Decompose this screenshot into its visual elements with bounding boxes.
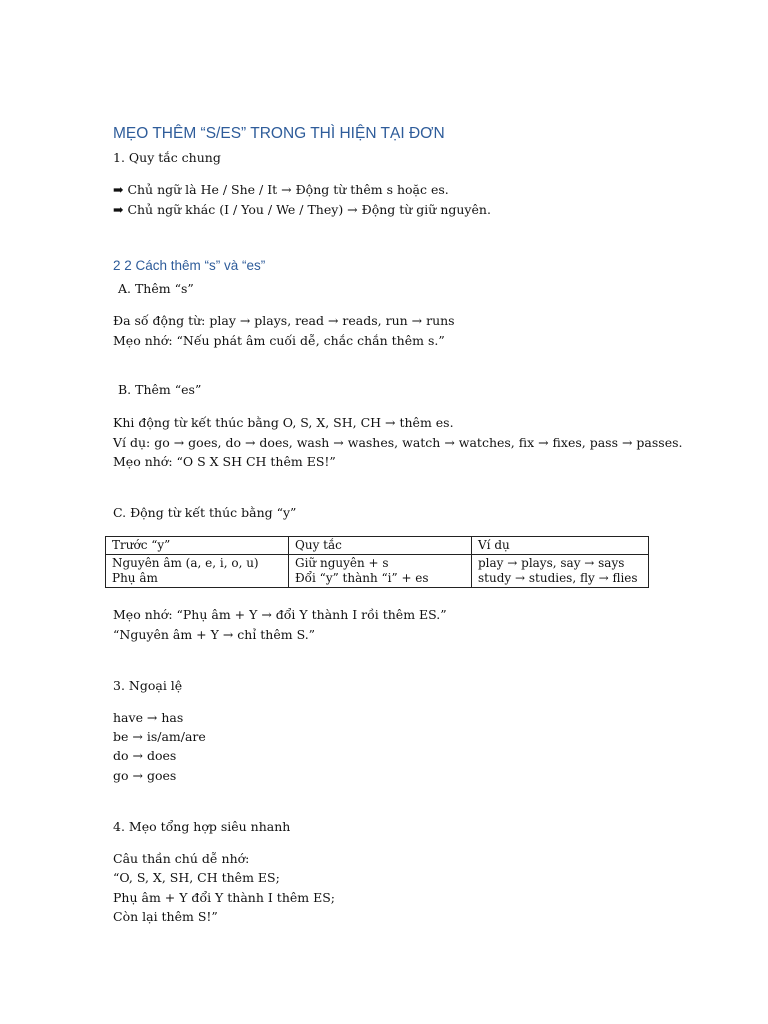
cell-text: Phụ âm — [112, 571, 158, 585]
cell-text: Giữ nguyên + s — [295, 556, 389, 570]
page-title: MẸO THÊM “S/ES” TRONG THÌ HIỆN TẠI ĐƠN — [113, 125, 445, 142]
subsection-b-label: B. Thêm “es” — [118, 382, 202, 397]
cell-text: play → plays, say → says — [478, 556, 625, 570]
mnemonic-intro: Câu thần chú dễ nhớ: — [113, 851, 250, 866]
cell-text: study → studies, fly → flies — [478, 571, 638, 585]
subsection-c-line-2: “Nguyên âm + Y → chỉ thêm S.” — [113, 627, 316, 642]
subsection-b-line-2: Ví dụ: go → goes, do → does, wash → washes, watch → watches, fix → fixes, pass → passes. — [113, 435, 683, 450]
table-cell — [472, 555, 649, 588]
table-header-cell: Ví dụ — [472, 537, 649, 555]
exception-item: do → does — [113, 748, 177, 763]
subsection-b-line-1: Khi động từ kết thúc bằng O, S, X, SH, CH → thêm es. — [113, 415, 454, 430]
rule-line-2: ➡ Chủ ngữ khác (I / You / We / They) → Động từ giữ nguyên. — [113, 202, 491, 217]
table-cell — [289, 555, 472, 588]
section-4-heading: 4. Mẹo tổng hợp siêu nhanh — [113, 819, 291, 834]
table-header-cell: Trước “y” — [106, 537, 289, 555]
table-row — [106, 555, 649, 588]
section-2-heading: 2 2 Cách thêm “s” và “es” — [113, 258, 266, 273]
subsection-a-label: A. Thêm “s” — [118, 281, 194, 296]
subsection-a-line-1: Đa số động từ: play → plays, read → reads, run → runs — [113, 313, 455, 328]
table-header-cell: Quy tắc — [289, 537, 472, 555]
subsection-a-line-2: Mẹo nhớ: “Nếu phát âm cuối dễ, chắc chắn thêm s.” — [113, 333, 445, 348]
cell-text: Đổi “y” thành “i” + es — [295, 571, 429, 585]
exception-item: have → has — [113, 710, 184, 725]
exception-item: be → is/am/are — [113, 729, 206, 744]
table-header-row — [106, 537, 649, 555]
rule-line-1: ➡ Chủ ngữ là He / She / It → Động từ thêm s hoặc es. — [113, 182, 449, 197]
cell-text: Nguyên âm (a, e, i, o, u) — [112, 556, 259, 570]
mnemonic-line: “O, S, X, SH, CH thêm ES; — [113, 870, 280, 885]
section-3-heading: 3. Ngoại lệ — [113, 678, 183, 693]
subsection-c-label: C. Động từ kết thúc bằng “y” — [113, 505, 297, 520]
mnemonic-line: Phụ âm + Y đổi Y thành I thêm ES; — [113, 890, 335, 905]
exception-item: go → goes — [113, 768, 177, 783]
subsection-c-line-1: Mẹo nhớ: “Phụ âm + Y → đổi Y thành I rồi thêm ES.” — [113, 607, 447, 622]
section-1-heading: 1. Quy tắc chung — [113, 150, 221, 165]
table-cell — [106, 555, 289, 588]
mnemonic-line: Còn lại thêm S!” — [113, 909, 218, 924]
y-rules-table — [105, 536, 649, 588]
subsection-b-line-3: Mẹo nhớ: “O S X SH CH thêm ES!” — [113, 454, 336, 469]
